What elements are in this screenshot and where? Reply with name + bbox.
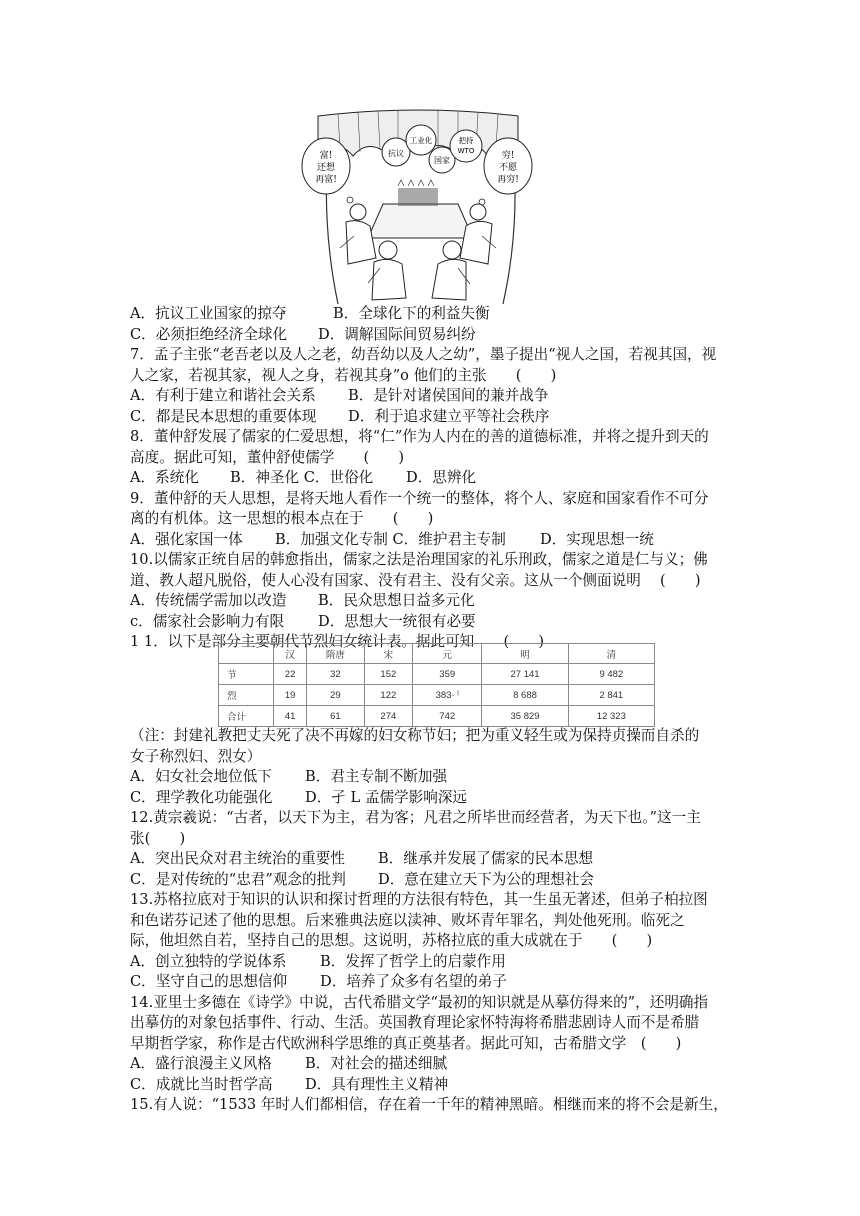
bubble-rich-line-2: 还想 xyxy=(316,163,336,173)
q7-options-row-2 xyxy=(130,407,740,428)
table-cell: 274 xyxy=(364,706,412,727)
q9-option-d[interactable]: D．实现思想一统 xyxy=(540,530,654,548)
bubble-rich-line-3: 再富! xyxy=(315,175,337,185)
table-cell: 383· ˡ xyxy=(413,685,482,706)
table-cell: 烈 xyxy=(219,685,274,706)
q8-stem-line-2: 高度。据此可知，董仲舒使儒学 ( ) xyxy=(130,448,405,466)
bubble-poor-line-1: 穷! xyxy=(501,151,515,161)
q7-option-a[interactable]: A．有利于建立和谐社会关系 xyxy=(130,387,316,404)
q14-option-a[interactable]: A．盛行浪漫主义风格 xyxy=(130,1055,272,1072)
q13-option-a[interactable]: A．创立独特的学说体系 xyxy=(130,952,287,970)
q12-options-row-2 xyxy=(130,870,740,891)
q11-options-row-1 xyxy=(130,767,740,788)
q9-stem-line-2: 离的有机体。这一思想的根本点在于 ( ) xyxy=(130,510,434,527)
q14-option-b[interactable]: B．对社会的描述细腻 xyxy=(305,1055,448,1072)
q6-option-c[interactable]: C．必须拒绝经济全球化 xyxy=(130,325,288,343)
table-cell: 61 xyxy=(307,706,364,727)
table-cell: 2 841 xyxy=(568,685,654,706)
table-row xyxy=(219,706,655,727)
q7-option-d[interactable]: D．利于追求建立平等社会秩序 xyxy=(348,407,550,425)
table-cell: 8 688 xyxy=(482,685,568,706)
table-cell: 9 482 xyxy=(568,664,654,685)
table-header-cell xyxy=(219,644,274,664)
q15-stem-line-1: 15.有人说：“1533 年时人们都相信，存在着一千年的精神黑暗。相继而来的将不会是新生， xyxy=(130,1096,728,1113)
sign-protest: 抗议 xyxy=(388,149,404,158)
sign-wto: WTO xyxy=(457,147,475,155)
q13-stem-line-3: 际，他坦然自若，坚持自己的思想。这说明，苏格拉底的重大成就在于 ( ) xyxy=(130,932,653,949)
q7-stem-line-2: 人之家，若视其家，视人之身，若视其身”o 他们的主张 ( ) xyxy=(130,366,557,384)
q8-options-row xyxy=(130,468,740,489)
q10-option-c[interactable]: c．儒家社会影响力有限 xyxy=(130,612,285,630)
q13-stem-line-2: 和色诺芬记述了他的思想。后来雅典法庭以渎神、败坏青年罪名，判处他死刑。临死之 xyxy=(130,911,685,929)
sign-control: 把持 xyxy=(458,136,474,145)
q11-note-line-2: 女子称烈妇、烈女） xyxy=(130,747,262,765)
q12-option-d[interactable]: D．意在建立天下为公的理想社会 xyxy=(378,870,595,888)
q11-option-c[interactable]: C．理学教化功能强化 xyxy=(130,788,273,806)
q14-option-d[interactable]: D．具有理性主义精神 xyxy=(305,1075,449,1093)
table-cell: 32 xyxy=(307,664,364,685)
table-header-cell: 元 xyxy=(413,644,482,664)
sign-country: 国家 xyxy=(434,156,450,165)
q14-stem-line-2: 出摹仿的对象包括事件、行动、生活。英国教育理论家怀特海将希腊悲剧诗人而不是希腊 xyxy=(130,1014,700,1031)
q7-stem-line-1: 7．孟子主张“老吾老以及人之老，幼吾幼以及人之幼”，墨子提出“视人之国，若视其国，视 xyxy=(130,346,717,363)
table-row xyxy=(219,664,655,685)
table-cell: 节 xyxy=(219,664,274,685)
q11-note-line-1: （注：封建礼教把丈夫死了决不再嫁的妇女称节妇；把为重义轻生或为保持贞操而自杀的 xyxy=(130,727,700,744)
table-header-cell: 汉 xyxy=(274,644,307,664)
q10-option-b[interactable]: B．民众思想日益多元化 xyxy=(318,592,475,609)
q11-stem: 1 1．以下是部分主要朝代节烈妇女统计表。据此可知 ( ) xyxy=(130,633,545,650)
q6-option-a[interactable]: A．抗议工业国家的掠夺 xyxy=(130,305,287,322)
q10-option-a[interactable]: A．传统儒学需加以改造 xyxy=(130,592,287,609)
q11-statistics-table xyxy=(218,643,655,727)
q12-stem-line-1: 12.黄宗羲说：“古者，以天下为主，君为客；凡君之所毕世而经营者，为天下也。”这一主 xyxy=(130,809,701,826)
q12-stem-line-2: 张( ) xyxy=(130,829,186,847)
q14-option-c[interactable]: C．成就比当时哲学高 xyxy=(130,1075,273,1093)
q12-option-c[interactable]: C．是对传统的“忠君”观念的批判 xyxy=(130,870,346,888)
q11-option-a[interactable]: A．妇女社会地位低下 xyxy=(130,768,272,785)
q6-option-d[interactable]: D．调解国际间贸易纠纷 xyxy=(318,325,476,343)
questions-part-2 xyxy=(130,726,740,1116)
q8-option-d[interactable]: D．思辨化 xyxy=(406,469,477,486)
table-header-cell: 隋唐 xyxy=(307,644,364,664)
q11-option-b[interactable]: B．君主专制不断加强 xyxy=(305,768,448,785)
cartoon-illustration xyxy=(298,108,538,304)
q7-options-row-1 xyxy=(130,386,740,407)
table-cell: 19 xyxy=(274,685,307,706)
table-cell: 122 xyxy=(364,685,412,706)
q13-stem-line-1: 13.苏格拉底对于知识的认识和探讨哲理的方法很有特色，其一生虽无著述，但弟子柏拉图 xyxy=(130,891,708,908)
q13-option-d[interactable]: D．培养了众多有名望的弟子 xyxy=(320,973,507,990)
table-header-row xyxy=(219,644,655,664)
q10-option-d[interactable]: D．思想大一统很有必要 xyxy=(318,612,476,630)
table-header-cell: 明 xyxy=(482,644,568,664)
q10-options-row-2 xyxy=(130,612,740,633)
q8-option-a[interactable]: A．系统化 xyxy=(130,469,199,486)
q7-option-b[interactable]: B．是针对诸侯国间的兼并战争 xyxy=(348,387,549,404)
table-cell: 742 xyxy=(413,706,482,727)
q6-options-row-2 xyxy=(130,325,740,346)
table-header-cell: 宋 xyxy=(364,644,412,664)
q6-option-b[interactable]: B．全球化下的利益失衡 xyxy=(333,305,490,322)
q11-table-container xyxy=(218,643,655,726)
table-cell: 35 829 xyxy=(482,706,568,727)
q13-option-c[interactable]: C．坚守自己的思想信仰 xyxy=(130,973,288,990)
q9-option-bc[interactable]: B．加强文化专制 C．维护君主专制 xyxy=(275,530,506,548)
q14-stem-line-1: 14.亚里士多德在《诗学》中说，古代希腊文学“最初的知识就是从摹仿得来的”，还明确指 xyxy=(130,993,709,1011)
q10-stem-line-2: 道、教人超凡脱俗，使人心没有国家、没有君主、没有父亲。这从一个侧面说明 ( ) xyxy=(130,571,701,589)
table-cell: 合计 xyxy=(219,706,274,727)
q10-stem-line-1: 10.以儒家正统自居的韩愈指出，儒家之法是治理国家的礼乐刑政，儒家之道是仁与义；佛 xyxy=(130,551,708,568)
q9-stem-line-1: 9．董仲舒的天人思想，是将天地人看作一个统一的整体，将个人、家庭和国家看作不可分 xyxy=(130,489,709,507)
bubble-poor-line-2: 不愿 xyxy=(498,163,518,173)
q8-stem-line-1: 8．董仲舒发展了儒家的仁爱思想，将“仁”作为人内在的善的道德标准，并将之提升到天的 xyxy=(130,428,709,445)
table-cell: 22 xyxy=(274,664,307,685)
table-header-cell: 清 xyxy=(568,644,654,664)
questions-part-1 xyxy=(130,304,740,653)
q14-stem-line-3: 早期哲学家，称作是古代欧洲科学思维的真正奠基者。据此可知，古希腊文学 ( ) xyxy=(130,1034,682,1052)
q9-option-a[interactable]: A．强化家国一体 xyxy=(130,530,243,548)
q12-option-a[interactable]: A．突出民众对君主统治的重要性 xyxy=(130,850,345,867)
q10-options-row-1 xyxy=(130,591,740,612)
bubble-poor-line-3: 再穷! xyxy=(497,175,519,185)
q13-options-row-1 xyxy=(130,952,740,973)
table-cell: 29 xyxy=(307,685,364,706)
q14-options-row-2 xyxy=(130,1075,740,1096)
table-cell: 12 323 xyxy=(568,706,654,727)
q12-option-b[interactable]: B．继承并发展了儒家的民本思想 xyxy=(378,850,594,867)
table-cell: 41 xyxy=(274,706,307,727)
q13-option-b[interactable]: B．发挥了哲学上的启蒙作用 xyxy=(320,952,506,970)
q9-options-row xyxy=(130,530,740,551)
q11-options-row-2 xyxy=(130,788,740,809)
q7-option-c[interactable]: C．都是民本思想的重要体现 xyxy=(130,407,317,425)
q14-options-row-1 xyxy=(130,1054,740,1075)
q11-option-d[interactable]: D．孑 L 孟儒学影响深远 xyxy=(305,788,468,806)
table-cell: 152 xyxy=(364,664,412,685)
table-row xyxy=(219,685,655,706)
table-cell: 359 xyxy=(413,664,482,685)
q12-options-row-1 xyxy=(130,849,740,870)
sign-industrial: 工业化 xyxy=(409,136,433,145)
table-cell: 27 141 xyxy=(482,664,568,685)
q6-options-row-1 xyxy=(130,304,740,325)
bubble-rich-line-1: 富! xyxy=(319,151,333,161)
q13-options-row-2 xyxy=(130,972,740,993)
q8-option-bc[interactable]: B．神圣化 C．世俗化 xyxy=(230,469,374,486)
